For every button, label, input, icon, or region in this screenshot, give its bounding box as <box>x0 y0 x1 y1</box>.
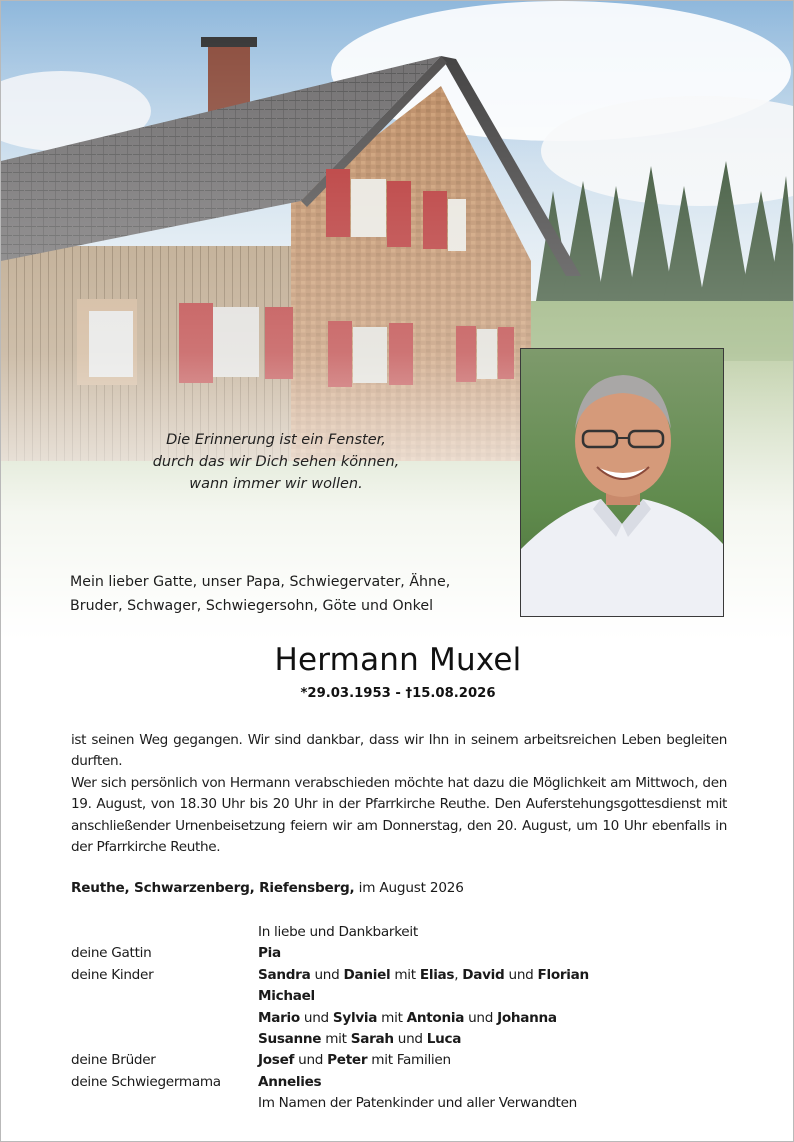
mourner-name: Sarah <box>350 1030 394 1047</box>
mourner-connector: und <box>504 966 538 983</box>
mourner-row <box>71 1008 731 1029</box>
mourner-names <box>258 1072 321 1093</box>
mourner-connector: mit Familien <box>367 1052 451 1069</box>
mourner-name: David <box>462 966 505 983</box>
mourner-name: Michael <box>258 988 315 1005</box>
mourner-name: Annelies <box>258 1073 322 1090</box>
mourner-name: Elias <box>419 966 455 983</box>
mourner-name: Sylvia <box>332 1009 378 1026</box>
mourner-name: Peter <box>327 1052 368 1069</box>
quote-line-2: durch das wir Dich sehen können, <box>152 454 400 470</box>
mourner-row <box>71 943 731 964</box>
intro-line-2: Bruder, Schwager, Schwiegersohn, Göte und Onkel <box>70 598 434 614</box>
mourner-name: Florian <box>537 966 589 983</box>
announcement-body <box>71 730 727 858</box>
mourner-names <box>258 1029 461 1050</box>
mourner-names <box>258 986 315 1007</box>
mourners-intro: In liebe und Dankbarkeit <box>258 924 418 940</box>
mourner-connector: und <box>299 1009 333 1026</box>
mourner-names <box>258 1050 451 1071</box>
mourner-name: Johanna <box>497 1009 557 1026</box>
place-names: Reuthe, Schwarzenberg, Riefensberg, <box>71 880 355 896</box>
mourner-name: Pia <box>258 945 281 962</box>
mourner-connector: mit <box>321 1030 351 1047</box>
mourners-list <box>71 922 731 1115</box>
mourner-name: Daniel <box>343 966 391 983</box>
place-date-line <box>71 880 464 896</box>
mourners-closing-row <box>71 1093 731 1114</box>
mourner-connector: , <box>454 966 463 983</box>
intro-line-1: Mein lieber Gatte, unser Papa, Schwiegervater, Ähne, <box>70 574 451 590</box>
mourners-intro-row <box>71 922 731 943</box>
mourner-relation: deine Gattin <box>71 945 152 962</box>
quote-line-1: Die Erinnerung ist ein Fenster, <box>166 432 386 448</box>
place-date: im August 2026 <box>354 880 464 896</box>
mourner-connector: und <box>393 1030 427 1047</box>
mourner-connector: und <box>294 1052 328 1069</box>
mourner-row <box>71 1050 731 1071</box>
mourner-row <box>71 965 731 986</box>
mourner-row <box>71 1029 731 1050</box>
mourner-connector: und <box>310 966 344 983</box>
mourner-name: Antonia <box>406 1009 465 1026</box>
mourner-row <box>71 986 731 1007</box>
mourner-name: Sandra <box>258 966 311 983</box>
mourner-names <box>258 965 589 986</box>
mourner-relation: deine Schwiegermama <box>71 1073 221 1090</box>
memorial-quote <box>131 429 421 495</box>
deceased-name: Hermann Muxel <box>274 642 522 678</box>
mourner-name: Luca <box>426 1030 462 1047</box>
mourner-names <box>258 1008 557 1029</box>
mourner-name: Susanne <box>258 1030 322 1047</box>
relationship-intro <box>70 570 510 618</box>
life-dates: *29.03.1953 - †15.08.2026 <box>300 686 496 701</box>
body-paragraph-2: Wer sich persönlich von Hermann verabschieden möchte hat dazu die Möglichkeit am Mittwoch, den 19. August, von 18.30 Uhr bis 20 Uhr in der Pfarrkirche Reuthe. Den Auferstehungsgottesdienst mit anschließender Urnenbeisetzung feiern wir am Donnerstag, den 20. August, um 10 Uhr ebenfalls in der Pfarrkirche Reuthe. <box>71 774 727 856</box>
mourner-name: Josef <box>258 1052 295 1069</box>
mourner-row <box>71 1072 731 1093</box>
mourner-relation: deine Brüder <box>71 1052 156 1069</box>
mourners-closing: Im Namen der Patenkinder und aller Verwandten <box>258 1095 577 1112</box>
mourner-names <box>258 943 281 964</box>
body-paragraph-1: ist seinen Weg gegangen. Wir sind dankbar, dass wir Ihn in seinem arbeitsreichen Leben begleiten durften. <box>71 732 727 770</box>
mourner-name: Mario <box>258 1009 300 1026</box>
quote-line-3: wann immer wir wollen. <box>189 476 363 492</box>
mourner-connector: mit <box>390 966 420 983</box>
mourner-connector: mit <box>377 1009 407 1026</box>
mourner-relation: deine Kinder <box>71 966 154 983</box>
mourner-connector: und <box>464 1009 498 1026</box>
mourner-rows <box>71 943 731 1093</box>
portrait-photo <box>520 348 724 617</box>
